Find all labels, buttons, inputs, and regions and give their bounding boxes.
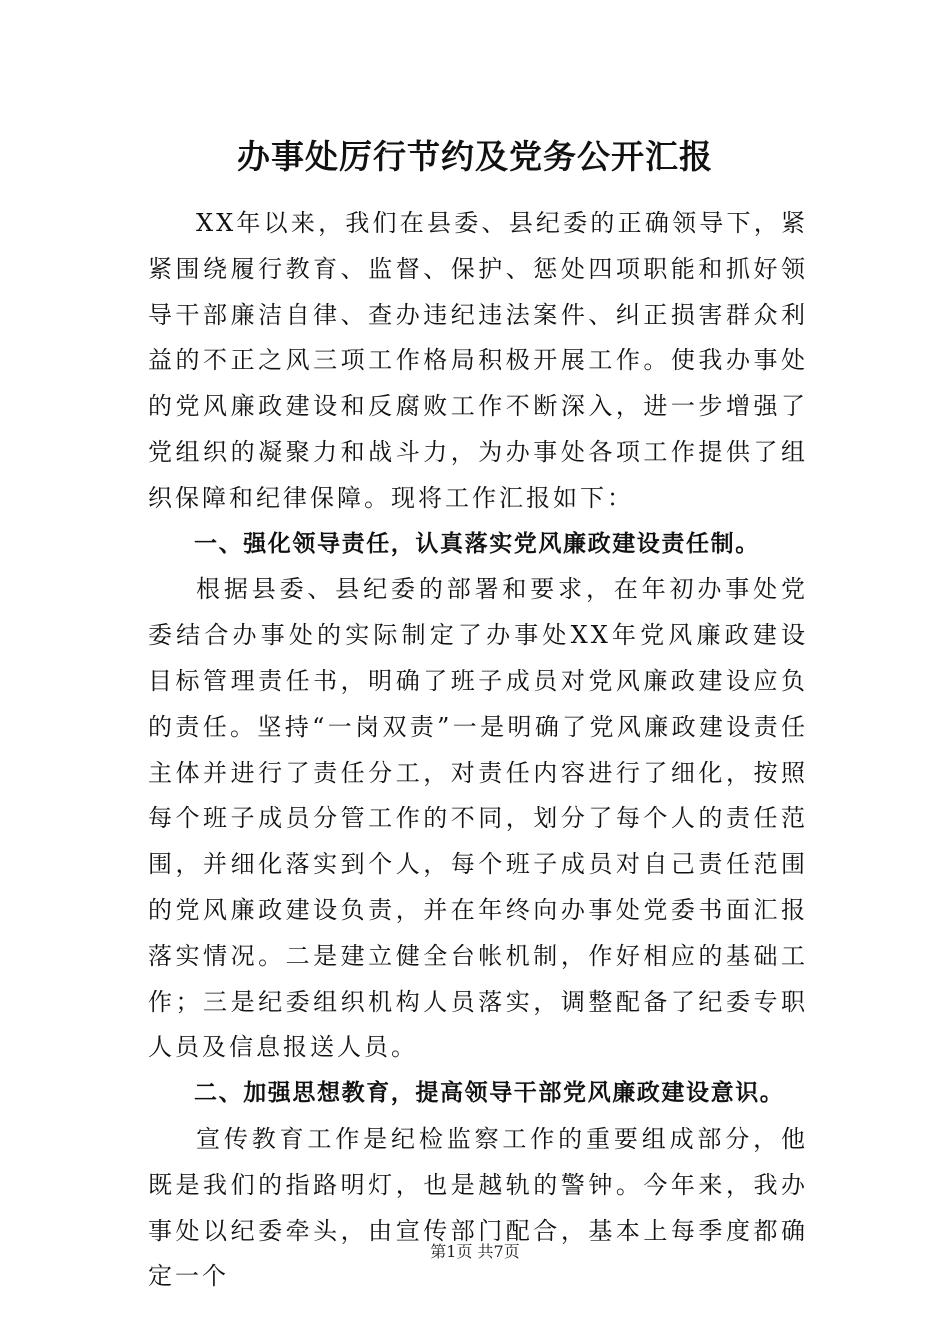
page-number-footer: 第1页 共7页 [430, 1242, 520, 1261]
document-body [148, 201, 808, 1300]
intro-paragraph: XX年以来，我们在县委、县纪委的正确领导下，紧紧围绕履行教育、监督、保护、惩处四项职能和抓好领导干部廉洁自律、查办违纪违法案件、纠正损害群众利益的不正之风三项工作格局积极开展工作。使我办事处的党风廉政建设和反腐败工作不断深入，进一步增强了党组织的凝聚力和战斗力，为办事处各项工作提供了组织保障和纪律保障。现将工作汇报如下： [148, 209, 808, 512]
section-2-paragraph: 宣传教育工作是纪检监察工作的重要组成部分，他既是我们的指路明灯，也是越轨的警钟。今年来，我办事处以纪委牵头，由宣传部门配合，基本上每季度都确定一个 [148, 1124, 808, 1291]
section-heading-1: 一、强化领导责任，认真落实党风廉政建设责任制。 [194, 530, 760, 557]
section-1-paragraph: 根据县委、县纪委的部署和要求，在年初办事处党委结合办事处的实际制定了办事处XX年党风廉政建设目标管理责任书，明确了班子成员对党风廉政建设应负的责任。坚持“一岗双责”一是明确了党风廉政建设责任主体并进行了责任分工，对责任内容进行了细化，按照每个班子成员分管工作的不同，划分了每个人的责任范围，并细化落实到个人，每个班子成员对自己责任范围的党风廉政建设负责，并在年终向办事处党委书面汇报落实情况。二是建立健全台帐机制，作好相应的基础工作；三是纪委组织机构人员落实，调整配备了纪委专职人员及信息报送人员。 [148, 575, 808, 1062]
section-heading-2: 二、加强思想教育，提高领导干部党风廉政建设意识。 [194, 1080, 785, 1107]
document-title: 办事处厉行节约及党务公开汇报 [237, 137, 713, 176]
